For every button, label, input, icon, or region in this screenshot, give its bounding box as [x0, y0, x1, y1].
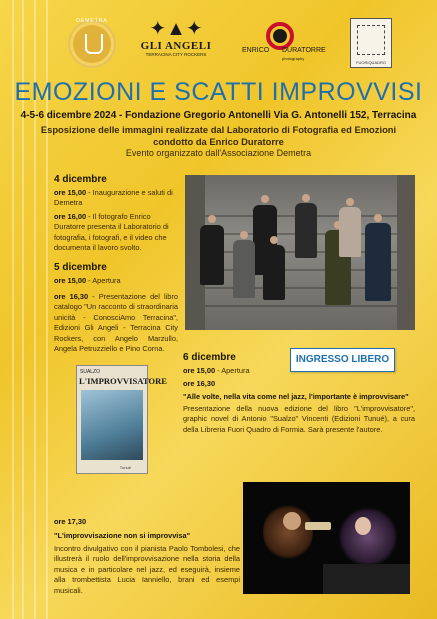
- event-description: Esposizione delle immagini realizzate dal Laboratorio di Fotografia ed Emozioni condotto da Enrico Duratorre: [40, 124, 397, 147]
- day6-item2-title: "Alle volte, nella vita come nel jazz, l'importante è improvvisare": [183, 392, 409, 401]
- comic-illustration: [81, 390, 143, 460]
- day6-item3-time: ore 17,30: [54, 517, 87, 526]
- day6-item1: ore 15,00 - Apertura: [183, 366, 250, 375]
- fuori-quadro-logo: FUORIQUADRO: [350, 18, 392, 68]
- day5-heading: 5 dicembre: [54, 262, 107, 273]
- day6-item2-text: Presentazione della nuova edizione del libro "L'improvvisatore", graphic novel di Antonio "Sualzo" Vincenti (Edizioni Tunué), a cura della Libreria Fuori Quadro di Formia. Sarà presente l'autore.: [183, 404, 415, 434]
- day4-heading: 4 dicembre: [54, 174, 107, 185]
- organizer-line: Evento organizzato dall'Associazione Demetra: [125, 148, 312, 158]
- page-title: EMOZIONI E SCATTI IMPROVVISI: [14, 78, 423, 106]
- wings-icon: ✦▲✦: [149, 18, 203, 40]
- group-photo: [185, 175, 415, 330]
- duratorre-logo: ENRICO DURATORRE photography: [240, 20, 320, 66]
- day5-item2: ore 16,30 - Presentazione del libro catalogo "Un racconto di straordinaria unicità - ConosciAmo Terracina", Edizioni Gli Angeli - Terracina City Rockers, con Angelo Marzullo, Angela Petruzziello e Pino Corna.: [54, 292, 178, 354]
- day6-item2-time: ore 16,30: [183, 379, 216, 388]
- day6-item3-text: Incontro divulgativo con il pianista Paolo Tombolesi, che illustrerà il ruolo dell'improvvisazione nella storia della musica e in particolare nel jazz, ed eseguirà, insieme alla trombettista Lucia Ianniello, brani ed esempi musicali.: [54, 544, 240, 595]
- event-date-location: 4-5-6 dicembre 2024 - Fondazione Gregorio Antonelli Via G. Antonelli 152, Terracina: [20, 110, 417, 121]
- day6-heading: 6 dicembre: [183, 352, 236, 363]
- concert-photo: [243, 482, 410, 594]
- gli-angeli-logo: ✦▲✦ GLI ANGELI TERRACINA CITY ROCKERS: [140, 18, 212, 57]
- day5-item1: ore 15,00 - Apertura: [54, 276, 121, 285]
- day4-item1: ore 15,00 - Inaugurazione e saluti di Demetra: [54, 188, 173, 208]
- logo-bar: [0, 14, 437, 72]
- day4-item2: ore 16,00 - Il fotografo Enrico Duratorre presenta il Laboratorio di fotografia, i fotografi, e il video che documenta il lavoro svolto.: [54, 212, 169, 253]
- day6-item3-title: "L'improvvisazione non si improvvisa": [54, 531, 191, 540]
- book-cover: SUALZO L'IMPROVVISATORE Tunué: [76, 365, 148, 474]
- sketch-icon: [357, 25, 385, 55]
- free-entry-badge: INGRESSO LIBERO: [290, 348, 395, 372]
- demetra-logo: DEMETRA: [68, 20, 116, 68]
- cup-icon: [85, 34, 103, 54]
